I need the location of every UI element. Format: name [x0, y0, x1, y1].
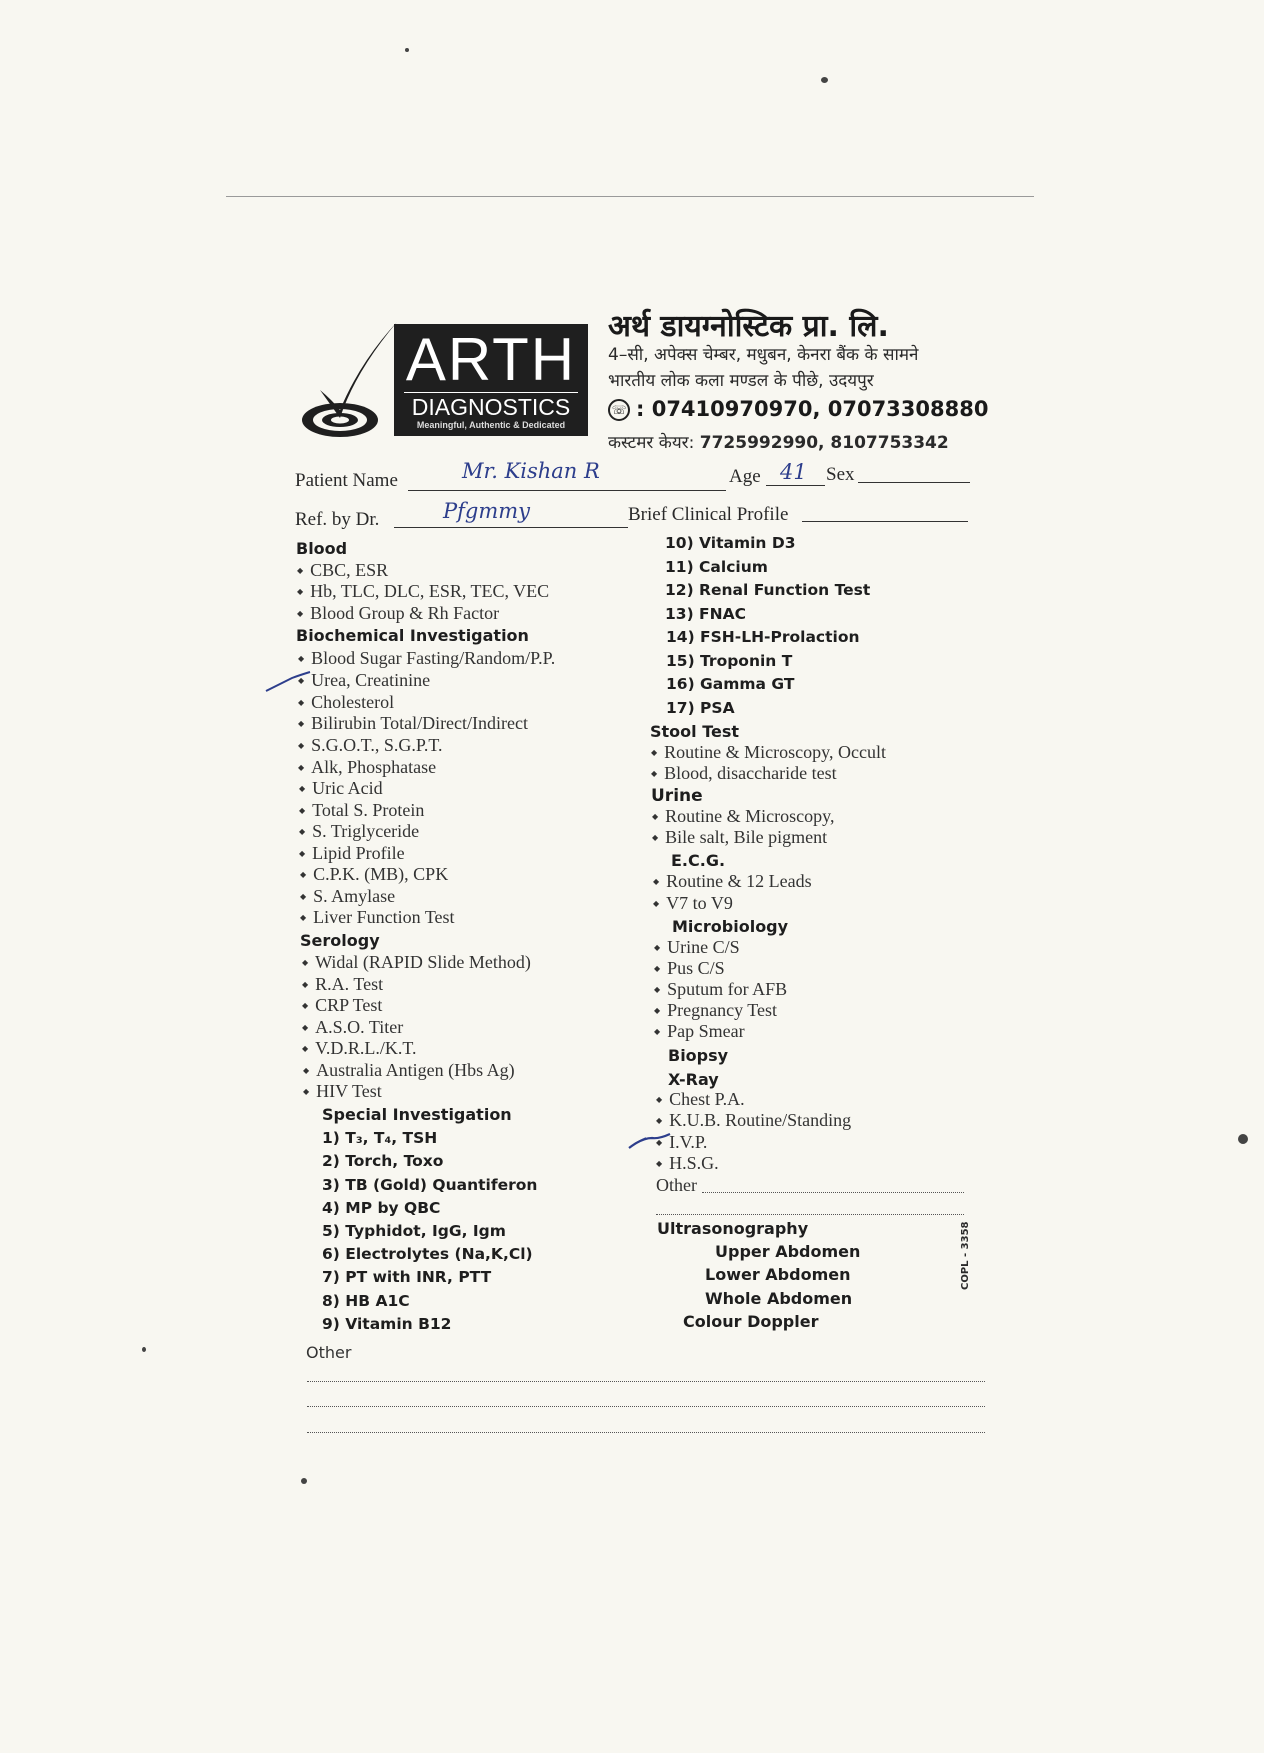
test-item[interactable]: 5) Typhidot, IgG, Igm	[322, 1222, 506, 1240]
test-item[interactable]: ◆ V7 to V9	[653, 893, 733, 914]
test-item[interactable]: ◆ Routine & Microscopy, Occult	[651, 742, 886, 763]
test-item[interactable]: 2) Torch, Toxo	[322, 1152, 444, 1170]
other-label: Other	[306, 1343, 352, 1362]
logo-title: ARTH	[405, 326, 577, 393]
test-item[interactable]: ◆ Chest P.A.	[656, 1089, 745, 1110]
right-other-line[interactable]	[702, 1192, 964, 1193]
test-item[interactable]: ◆ V.D.R.L./K.T.	[302, 1038, 417, 1059]
phone-numbers	[608, 397, 988, 421]
test-item[interactable]: 6) Electrolytes (Na,K,Cl)	[322, 1245, 533, 1263]
usg-item[interactable]: Upper Abdomen	[715, 1242, 861, 1261]
test-item[interactable]: 8) HB A1C	[322, 1292, 410, 1310]
test-item[interactable]: ◆ Bilirubin Total/Direct/Indirect	[298, 713, 528, 734]
usg-item[interactable]: Colour Doppler	[683, 1312, 819, 1331]
sex-label: Sex	[826, 464, 855, 485]
test-item[interactable]: ◆ Hb, TLC, DLC, ESR, TEC, VEC	[297, 581, 549, 602]
age-label: Age	[729, 466, 761, 487]
test-item[interactable]: ◆ H.S.G.	[656, 1153, 719, 1174]
other-line[interactable]	[307, 1381, 985, 1382]
test-item[interactable]: ◆ Cholesterol	[298, 692, 394, 713]
patient-name-line	[408, 490, 726, 491]
test-item[interactable]: ◆ S. Triglyceride	[299, 821, 419, 842]
target-logo-icon	[300, 322, 400, 442]
checkmark-icon	[626, 1130, 674, 1152]
test-item[interactable]: ◆ Lipid Profile	[299, 843, 405, 864]
test-item[interactable]: ◆ Liver Function Test	[300, 907, 455, 928]
phone-icon: ☏	[608, 399, 630, 421]
test-item[interactable]: 13) FNAC	[665, 605, 746, 623]
logo-divider	[404, 392, 578, 393]
section-microbiology: Microbiology	[672, 917, 789, 936]
logo-subtitle: DIAGNOSTICS	[411, 394, 571, 420]
phone-text: : 07410970970, 07073308880	[636, 397, 989, 421]
paper-speck	[405, 48, 409, 52]
test-item[interactable]: ◆ HIV Test	[303, 1081, 382, 1102]
test-item[interactable]: ◆ S. Amylase	[300, 886, 395, 907]
test-item[interactable]: ◆ Alk, Phosphatase	[298, 757, 436, 778]
logo-tagline: Meaningful, Authentic & Dedicated	[416, 420, 566, 430]
test-item[interactable]: ◆ R.A. Test	[302, 974, 383, 995]
right-other-label: Other	[656, 1175, 697, 1195]
test-item[interactable]: ◆ C.P.K. (MB), CPK	[300, 864, 448, 885]
section-stool: Stool Test	[650, 722, 740, 741]
test-item[interactable]: ◆ Routine & 12 Leads	[653, 871, 812, 892]
section-biopsy: Biopsy	[668, 1046, 729, 1065]
section-ecg: E.C.G.	[671, 851, 726, 870]
usg-item[interactable]: Lower Abdomen	[705, 1265, 851, 1284]
ref-doctor-value[interactable]: Pfgmmy	[443, 499, 531, 523]
test-item[interactable]: 7) PT with INR, PTT	[322, 1268, 492, 1286]
test-item[interactable]: ◆ Widal (RAPID Slide Method)	[302, 952, 531, 973]
test-item[interactable]: 3) TB (Gold) Quantiferon	[322, 1176, 538, 1194]
right-other-line[interactable]	[656, 1214, 964, 1215]
sex-line[interactable]	[858, 482, 970, 483]
paper-speck	[821, 77, 828, 83]
section-blood: Blood	[296, 539, 348, 558]
clinical-profile-line[interactable]	[802, 521, 968, 522]
section-xray: X-Ray	[668, 1070, 719, 1089]
test-item-ivp[interactable]: ◆ I.V.P.	[656, 1132, 707, 1153]
top-rule	[226, 196, 1034, 197]
test-item[interactable]: 9) Vitamin B12	[322, 1315, 452, 1333]
form-code: COPL - 3358	[960, 1221, 971, 1290]
test-item[interactable]: ◆ S.G.O.T., S.G.P.T.	[298, 735, 443, 756]
paper-speck	[1238, 1134, 1248, 1144]
patient-name-value[interactable]: Mr. Kishan R	[462, 459, 600, 483]
test-item[interactable]: 11) Calcium	[665, 558, 768, 576]
test-item[interactable]: ◆ Pap Smear	[654, 1021, 745, 1042]
test-item[interactable]: ◆ Pus C/S	[654, 958, 725, 979]
usg-item[interactable]: Whole Abdomen	[705, 1289, 853, 1308]
test-item[interactable]: 10) Vitamin D3	[665, 534, 796, 552]
other-line[interactable]	[307, 1432, 985, 1433]
ref-doctor-label: Ref. by Dr.	[295, 509, 380, 530]
paper-speck	[142, 1347, 146, 1352]
brand-logo	[394, 324, 588, 436]
customer-care-label: कस्टमर केयर:	[608, 433, 695, 453]
section-biochemical: Biochemical Investigation	[296, 626, 529, 645]
test-item[interactable]: ◆ Urine C/S	[654, 937, 740, 958]
section-special-investigation: Special Investigation	[322, 1105, 512, 1124]
test-item[interactable]: ◆ Blood Group & Rh Factor	[297, 603, 499, 624]
test-item[interactable]: ◆ Blood Sugar Fasting/Random/P.P.	[298, 648, 555, 669]
test-item[interactable]: ◆ Uric Acid	[299, 778, 383, 799]
test-item[interactable]: ◆ CBC, ESR	[297, 560, 388, 581]
test-item[interactable]: 15) Troponin T	[666, 652, 793, 670]
clinical-profile-label: Brief Clinical Profile	[628, 504, 789, 525]
paper-speck	[301, 1478, 307, 1484]
section-urine: Urine	[651, 786, 703, 806]
customer-care-numbers: 7725992990, 8107753342	[699, 433, 949, 453]
lab-name-hindi: अर्थ डायग्नोस्टिक प्रा. लि.	[608, 309, 889, 344]
address-line-1: 4–सी, अपेक्स चेम्बर, मधुबन, केनरा बैंक के सामने	[608, 345, 919, 365]
test-item[interactable]: ◆ A.S.O. Titer	[302, 1017, 403, 1038]
test-item[interactable]: 14) FSH-LH-Prolaction	[666, 628, 860, 646]
test-item[interactable]: 1) T₃, T₄, TSH	[322, 1129, 438, 1147]
test-item[interactable]: ◆ Sputum for AFB	[654, 979, 787, 1000]
test-item[interactable]: 17) PSA	[666, 699, 735, 717]
test-item[interactable]: 12) Renal Function Test	[665, 581, 871, 599]
address-line-2: भारतीय लोक कला मण्डल के पीछे, उदयपुर	[608, 371, 874, 391]
test-item[interactable]: ◆ K.U.B. Routine/Standing	[656, 1110, 851, 1131]
patient-name-label: Patient Name	[295, 470, 398, 491]
ref-doctor-line	[394, 527, 628, 528]
test-item[interactable]: ◆ Pregnancy Test	[654, 1000, 777, 1021]
age-line	[766, 485, 825, 486]
section-serology: Serology	[300, 931, 380, 950]
test-item[interactable]: ◆ Bile salt, Bile pigment	[652, 827, 827, 848]
test-item[interactable]: 4) MP by QBC	[322, 1199, 441, 1217]
section-ultrasonography: Ultrasonography	[657, 1219, 809, 1238]
test-item-urea-creatinine[interactable]: ◆ Urea, Creatinine	[298, 670, 430, 691]
age-value[interactable]: 41	[780, 460, 807, 484]
test-item[interactable]: ◆ Blood, disaccharide test	[651, 763, 837, 784]
test-item[interactable]: ◆ Australia Antigen (Hbs Ag)	[303, 1060, 515, 1081]
customer-care	[608, 430, 949, 453]
test-item[interactable]: 16) Gamma GT	[666, 675, 795, 693]
test-item[interactable]: ◆ Routine & Microscopy,	[652, 806, 834, 827]
test-item[interactable]: ◆ Total S. Protein	[299, 800, 424, 821]
test-item[interactable]: ◆ CRP Test	[302, 995, 382, 1016]
other-line[interactable]	[307, 1406, 985, 1407]
